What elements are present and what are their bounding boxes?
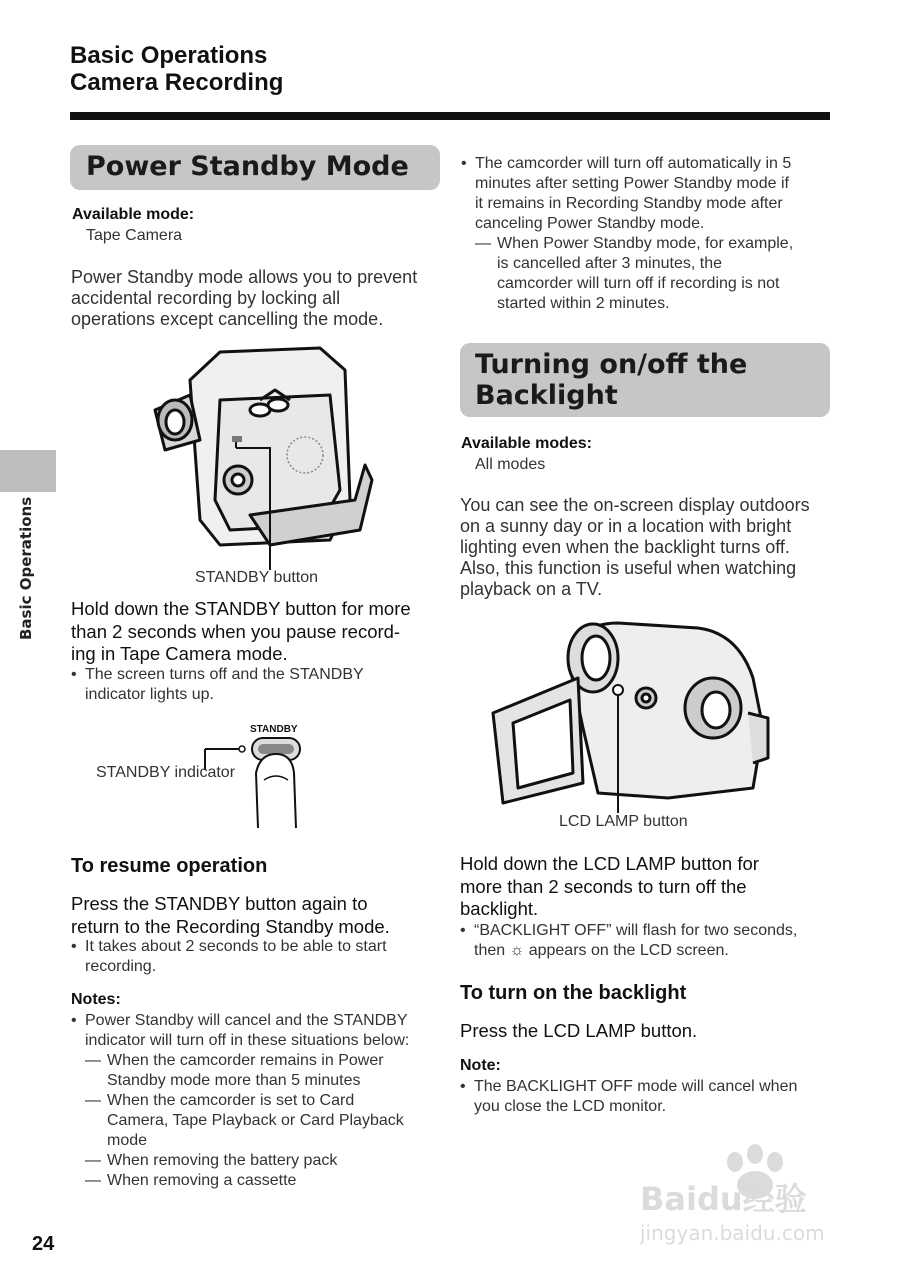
instruction-line: more than 2 seconds to turn off the bbox=[460, 875, 747, 897]
backlight-title bbox=[475, 349, 747, 411]
dash-line: started within 2 minutes. bbox=[497, 295, 670, 312]
dash-line: When removing a cassette bbox=[107, 1172, 297, 1189]
auto-off-bullet: • The camcorder will turn off automatically in 5 minutes after setting Power Standby mode if it remains in Recording Standby mode after canceling Power Standby mode. bbox=[461, 155, 792, 232]
power-standby-title: Power Standby Mode bbox=[86, 151, 409, 182]
intro-line: lighting even when the backlight turns off. bbox=[460, 537, 790, 557]
note-label: Note: bbox=[460, 1057, 501, 1074]
available-mode-value: Tape Camera bbox=[86, 227, 183, 244]
bullet-line: then ☼ appears on the LCD screen. bbox=[474, 942, 729, 959]
instruction-line: Hold down the STANDBY button for more bbox=[71, 598, 411, 619]
available-mode-label: Available mode: bbox=[72, 206, 195, 223]
side-tab-label: Basic Operations bbox=[17, 496, 35, 640]
header-section: Basic Operations bbox=[70, 42, 268, 69]
bullet-line: Power Standby will cancel and the STANDBY bbox=[85, 1012, 408, 1029]
dash-line: is cancelled after 3 minutes, the bbox=[497, 255, 723, 272]
intro-line: playback on a TV. bbox=[460, 579, 603, 599]
intro-line: Also, this function is useful when watching bbox=[460, 558, 797, 578]
bullet-line: The screen turns off and the STANDBY bbox=[85, 666, 364, 683]
backlight-bullet: • “BACKLIGHT OFF” will flash for two seconds, then ☼ appears on the LCD screen. bbox=[460, 922, 798, 959]
backlight-intro bbox=[460, 495, 810, 600]
dash-line: Standby mode more than 5 minutes bbox=[107, 1072, 361, 1089]
dash-line: Camera, Tape Playback or Card Playback bbox=[107, 1112, 404, 1129]
header-rule bbox=[70, 112, 830, 120]
intro-line: You can see the on-screen display outdoors bbox=[460, 495, 810, 515]
intro-line: operations except cancelling the mode. bbox=[71, 309, 384, 329]
resume-instruction bbox=[71, 893, 390, 938]
dash-line: When the camcorder remains in Power bbox=[107, 1052, 384, 1069]
notes-dash-item: — When the camcorder remains in Power Standby mode more than 5 minutes bbox=[85, 1052, 384, 1089]
intro-line: accidental recording by locking all bbox=[71, 288, 341, 308]
camcorder-lcd-illustration bbox=[488, 618, 773, 813]
lcd-lamp-caption: LCD LAMP button bbox=[559, 813, 688, 830]
bullet-line: The BACKLIGHT OFF mode will cancel when bbox=[474, 1078, 798, 1095]
instruction-line: return to the Recording Standby mode. bbox=[71, 915, 390, 937]
standby-instruction bbox=[71, 598, 411, 666]
bullet-line: The camcorder will turn off automatically in 5 bbox=[475, 155, 792, 172]
dash-line: mode bbox=[107, 1132, 148, 1149]
backlight-title-line: Backlight bbox=[475, 380, 618, 411]
watermark bbox=[640, 1140, 850, 1250]
auto-off-note bbox=[461, 154, 836, 314]
power-standby-intro bbox=[71, 267, 417, 330]
intro-line: on a sunny day or in a location with bright bbox=[460, 516, 792, 536]
standby-bullet: • The screen turns off and the STANDBY indicator lights up. bbox=[71, 666, 364, 703]
paw-icon bbox=[640, 1140, 850, 1250]
bullet-line: recording. bbox=[85, 958, 157, 975]
camcorder-standby-illustration bbox=[150, 340, 380, 570]
instruction-line: Hold down the LCD LAMP button for bbox=[460, 853, 759, 874]
notes-label: Notes: bbox=[71, 991, 121, 1008]
instruction-line: ing in Tape Camera mode. bbox=[71, 643, 288, 664]
bullet-line: indicator lights up. bbox=[85, 686, 214, 703]
page-number: 24 bbox=[32, 1233, 55, 1255]
power-standby-banner bbox=[70, 145, 440, 190]
dash-line: When the camcorder is set to Card bbox=[107, 1092, 355, 1109]
resume-heading: To resume operation bbox=[71, 855, 268, 877]
dash-line: camcorder will turn off if recording is not bbox=[497, 275, 780, 292]
instruction-line: than 2 seconds when you pause record- bbox=[71, 620, 401, 642]
bullet-line: canceling Power Standby mode. bbox=[475, 215, 705, 232]
dash-line: When Power Standby mode, for example, bbox=[497, 235, 794, 252]
turn-on-heading: To turn on the backlight bbox=[460, 982, 687, 1004]
bullet-line: it remains in Recording Standby mode after bbox=[475, 195, 783, 212]
header-subsection: Camera Recording bbox=[70, 69, 284, 96]
standby-button-caption: STANDBY button bbox=[195, 569, 319, 586]
intro-line: Power Standby mode allows you to prevent bbox=[71, 267, 418, 287]
notes-dash-item: — When removing a cassette bbox=[85, 1172, 297, 1189]
watermark-url: jingyan.baidu.com bbox=[640, 1221, 825, 1245]
standby-key-label: STANDBY bbox=[250, 724, 298, 735]
instruction-line: backlight. bbox=[460, 898, 539, 919]
notes-dash-item: — When the camcorder is set to Card Camera, Tape Playback or Card Playback mode bbox=[85, 1092, 404, 1149]
notes-dash-item: — When removing the battery pack bbox=[85, 1152, 338, 1169]
bullet-line: minutes after setting Power Standby mode if bbox=[475, 175, 789, 192]
page-header bbox=[70, 42, 283, 96]
turn-on-instruction: Press the LCD LAMP button. bbox=[460, 1020, 698, 1041]
available-modes-label: Available modes: bbox=[461, 435, 593, 452]
side-tab-marker bbox=[0, 450, 56, 492]
bullet-line: It takes about 2 seconds to be able to start bbox=[85, 938, 387, 955]
bullet-line: you close the LCD monitor. bbox=[474, 1098, 667, 1115]
instruction-line: Press the STANDBY button again to bbox=[71, 893, 368, 914]
backlight-title-line: Turning on/off the bbox=[475, 349, 748, 380]
bullet-line: indicator will turn off in these situations below: bbox=[85, 1032, 410, 1049]
watermark-brand: Baidu经验 bbox=[640, 1180, 807, 1218]
backlight-banner bbox=[460, 343, 830, 417]
resume-bullet: • It takes about 2 seconds to be able to start recording. bbox=[71, 938, 387, 975]
bullet-line: “BACKLIGHT OFF” will flash for two seconds, bbox=[474, 922, 798, 939]
notes-bullet: • Power Standby will cancel and the STANDBY indicator will turn off in these situations below: bbox=[71, 1012, 410, 1049]
notes-list bbox=[71, 1011, 446, 1191]
note-bullet: • The BACKLIGHT OFF mode will cancel when you close the LCD monitor. bbox=[460, 1078, 798, 1115]
standby-indicator-caption: STANDBY indicator bbox=[96, 764, 236, 781]
available-modes-value: All modes bbox=[475, 456, 546, 473]
auto-off-dash: — When Power Standby mode, for example, is cancelled after 3 minutes, the camcorder will turn off if recording is not started within 2 minutes. bbox=[475, 235, 794, 312]
dash-line: When removing the battery pack bbox=[107, 1152, 338, 1169]
backlight-instruction bbox=[460, 853, 759, 921]
